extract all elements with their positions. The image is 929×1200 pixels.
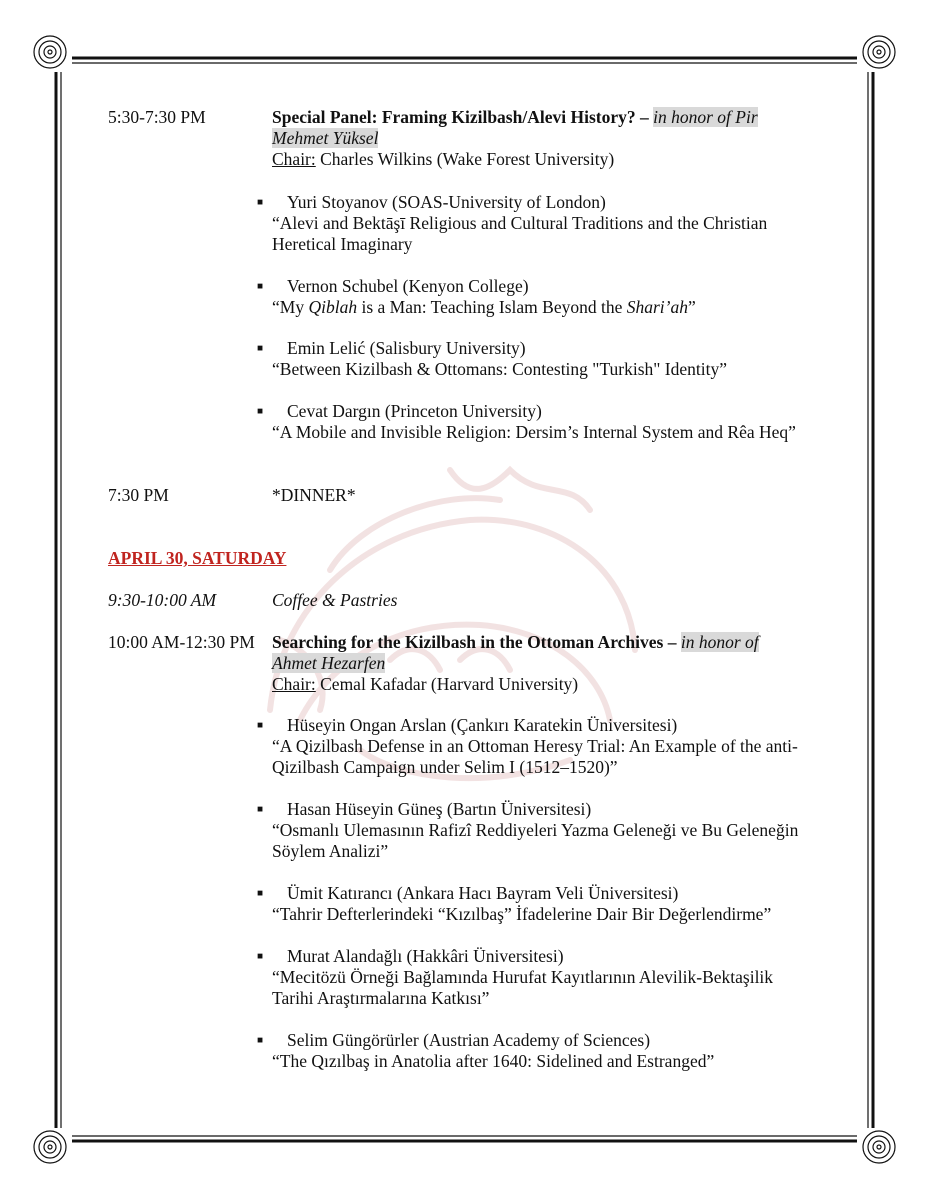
honor-name: Ahmet Hezarfen bbox=[272, 653, 386, 673]
presenter: Vernon Schubel (Kenyon College) bbox=[287, 276, 529, 296]
session-title: Searching for the Kizilbash in the Ottoman Archives – bbox=[272, 632, 681, 652]
day-heading: APRIL 30, SATURDAY bbox=[108, 548, 287, 568]
honor-text: in honor of bbox=[680, 632, 759, 652]
paper-title: “A Mobile and Invisible Religion: Dersim’s Internal System and Rêa Heq” bbox=[272, 422, 796, 442]
presenter: Emin Lelić (Salisbury University) bbox=[287, 338, 526, 358]
session-title-block bbox=[272, 107, 812, 170]
session-time: 10:00 AM-12:30 PM bbox=[108, 632, 255, 652]
honor-name: Mehmet Yüksel bbox=[272, 128, 379, 148]
presenter: Cevat Dargın (Princeton University) bbox=[287, 401, 542, 421]
bullet-icon: ■ bbox=[257, 197, 264, 208]
bullet-icon: ■ bbox=[257, 888, 264, 899]
chair-label: Chair: bbox=[272, 149, 316, 169]
presenter: Hasan Hüseyin Güneş (Bartın Üniversitesi) bbox=[287, 799, 592, 819]
bullet-icon: ■ bbox=[257, 804, 264, 815]
presenter: Selim Güngörürler (Austrian Academy of Sciences) bbox=[287, 1030, 651, 1050]
chair-label: Chair: bbox=[272, 674, 316, 694]
paper-title: “The Qızılbaş in Anatolia after 1640: Sidelined and Estranged” bbox=[272, 1051, 715, 1071]
paper-title: “Osmanlı Ulemasının Rafizî Reddiyeleri Yazma Geleneği ve Bu Geleneğin Söylem Analizi” bbox=[272, 820, 799, 861]
paper-title: “A Qizilbash Defense in an Ottoman Heresy Trial: An Example of the anti-Qizilbash Campaign under Selim I (1512–1520)” bbox=[272, 736, 798, 777]
presenter: Hüseyin Ongan Arslan (Çankırı Karatekin Üniversitesi) bbox=[287, 715, 678, 735]
chair-name: Cemal Kafadar (Harvard University) bbox=[315, 674, 579, 694]
bullet-icon: ■ bbox=[257, 406, 264, 417]
paper-title: “Between Kizilbash & Ottomans: Contesting "Turkish" Identity” bbox=[272, 359, 727, 379]
session-title-block bbox=[272, 632, 812, 695]
bullet-icon: ■ bbox=[257, 281, 264, 292]
paper-title: “Alevi and Bektāşī Religious and Cultural Traditions and the Christian Heretical Imaginary bbox=[272, 213, 768, 254]
dinner-time: 7:30 PM bbox=[108, 485, 169, 505]
coffee-label: Coffee & Pastries bbox=[272, 590, 398, 610]
bullet-icon: ■ bbox=[257, 343, 264, 354]
dinner-label: *DINNER* bbox=[272, 485, 356, 505]
chair-name: Charles Wilkins (Wake Forest University) bbox=[315, 149, 615, 169]
presenter: Ümit Katırancı (Ankara Hacı Bayram Veli Üniversitesi) bbox=[287, 883, 679, 903]
bullet-icon: ■ bbox=[257, 951, 264, 962]
session-title: Special Panel: Framing Kizilbash/Alevi History? – bbox=[272, 107, 654, 127]
paper-title: “Tahrir Defterlerindeki “Kızılbaş” İfadelerine Dair Bir Değerlendirme” bbox=[272, 904, 772, 924]
presenter: Yuri Stoyanov (SOAS-University of London) bbox=[287, 192, 606, 212]
honor-text: in honor of Pir bbox=[653, 107, 758, 127]
paper-title: “My Qiblah is a Man: Teaching Islam Beyond the Shari’ah” bbox=[272, 297, 696, 317]
bullet-icon: ■ bbox=[257, 720, 264, 731]
coffee-time: 9:30-10:00 AM bbox=[108, 590, 217, 610]
presenter: Murat Alandağlı (Hakkâri Üniversitesi) bbox=[287, 946, 564, 966]
bullet-icon: ■ bbox=[257, 1035, 264, 1046]
paper-title: “Mecitözü Örneği Bağlamında Hurufat Kayıtlarının Alevilik-Bektaşilik Tarihi Araştırmalarına Katkısı” bbox=[272, 967, 774, 1008]
session-time: 5:30-7:30 PM bbox=[108, 107, 206, 127]
